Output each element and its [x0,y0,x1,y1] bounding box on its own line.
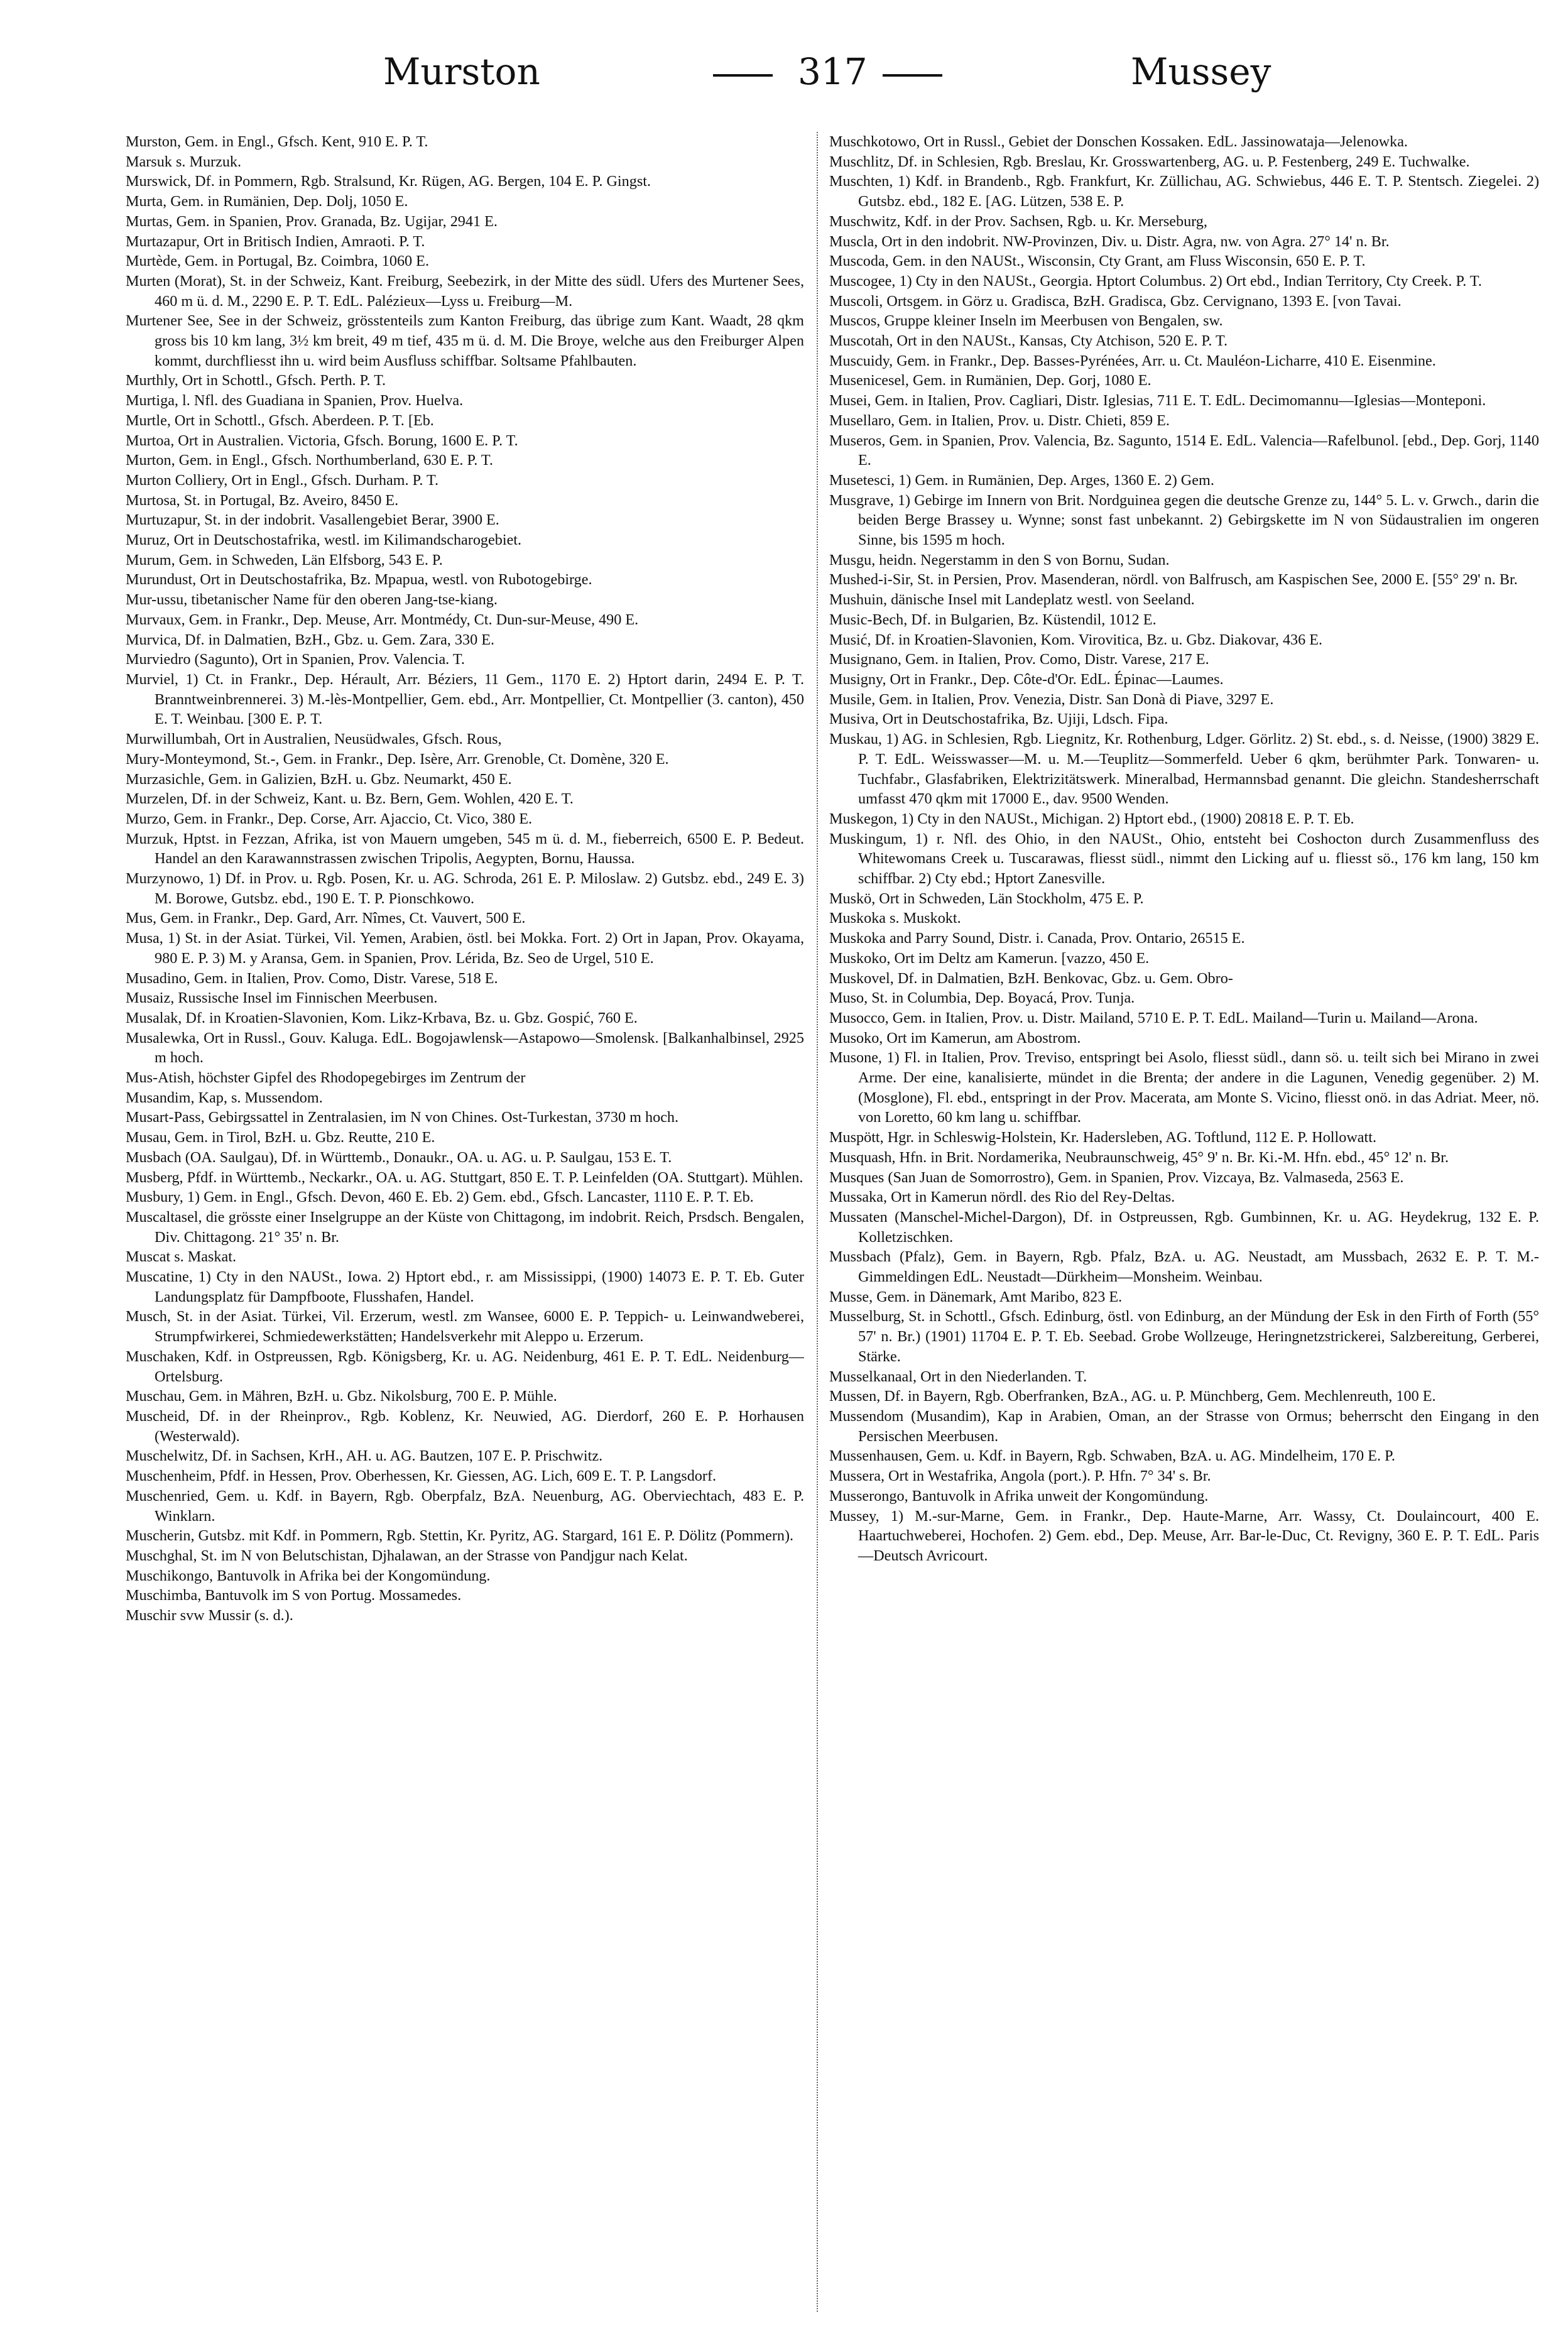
dictionary-entry: Musellaro, Gem. in Italien, Prov. u. Distr. Chieti, 859 E. [829,411,1170,429]
dictionary-entry: Murton Colliery, Ort in Engl., Gfsch. Durham. P. T. [126,471,439,489]
dictionary-entry: Muskoka s. Muskokt. [829,910,961,927]
dictionary-entry: Muscheid, Df. in der Rheinprov., Rgb. Koblenz, Kr. Neuwied, AG. Dierdorf, 260 E. P. Horhausen (Westerwald). [126,1408,804,1445]
dictionary-entry: Murtiga, l. Nfl. des Guadiana in Spanien, Prov. Huelva. [126,392,464,410]
dictionary-entry: Mussera, Ort in Westafrika, Angola (port.). P. Hfn. 7° 34' s. Br. [829,1467,1211,1485]
dictionary-entry: Mushuin, dänische Insel mit Landeplatz westl. von Seeland. [829,591,1195,609]
dictionary-entry: Murtazapur, Ort in Britisch Indien, Amraoti. P. T. [126,232,425,250]
dictionary-entry: Murtède, Gem. in Portugal, Bz. Coimbra, 1060 E. [126,253,430,270]
header-rule-left [713,74,773,77]
dictionary-entry: Musoko, Ort im Kamerun, am Abostrom. [829,1029,1081,1047]
dictionary-entry: Muscos, Gruppe kleiner Inseln im Meerbusen von Bengalen, sw. [829,312,1223,330]
dictionary-entry: Murtle, Ort in Schottl., Gfsch. Aberdeen. P. T. [Eb. [126,411,434,429]
dictionary-entry: Musignano, Gem. in Italien, Prov. Como, Distr. Varese, 217 E. [829,651,1209,668]
dictionary-entry: Murzo, Gem. in Frankr., Dep. Corse, Arr. Ajaccio, Ct. Vico, 380 E. [126,810,533,827]
dictionary-entry: Musques (San Juan de Somorrostro), Gem. in Spanien, Prov. Vizcaya, Bz. Valmaseda, 2563 E. [829,1168,1404,1186]
dictionary-entry: Music-Bech, Df. in Bulgarien, Bz. Küstendil, 1012 E. [829,611,1157,628]
dictionary-entry: Muskoka and Parry Sound, Distr. i. Canada, Prov. Ontario, 26515 E. [829,930,1245,947]
dictionary-entry: Muschelwitz, Df. in Sachsen, KrH., AH. u. AG. Bautzen, 107 E. P. Prischwitz. [126,1447,603,1465]
dictionary-entry: Musalewka, Ort in Russl., Gouv. Kaluga. EdL. Bogojawlensk—Astapowo—Smolensk. [Balkanhalbinsel, 2925 m hoch. [126,1029,804,1067]
dictionary-entry: Muruz, Ort in Deutschostafrika, westl. im Kilimandscharogebiet. [126,531,522,549]
dictionary-entry: Musserongo, Bantuvolk in Afrika unweit der Kongomündung. [829,1487,1209,1505]
dictionary-entry: Muschlitz, Df. in Schlesien, Rgb. Breslau, Kr. Grosswartenberg, AG. u. P. Festenberg, 249 E. Tuchwalke. [829,153,1470,170]
dictionary-entry: Murzynowo, 1) Df. in Prov. u. Rgb. Posen, Kr. u. AG. Schroda, 261 E. P. Miloslaw. 2) Gutsbz. ebd., 249 E. 3) M. Borowe, Gutsbz. ebd., 190 E. T. P. Pionschkowo. [126,870,804,907]
dictionary-entry: Mussen, Df. in Bayern, Rgb. Oberfranken, BzA., AG. u. P. Münchberg, Gem. Mechlenreuth, 100 E. [829,1388,1436,1405]
dictionary-entry: Musadino, Gem. in Italien, Prov. Como, Distr. Varese, 518 E. [126,969,498,987]
dictionary-entry: Mury-Monteymond, St.-, Gem. in Frankr., Dep. Isère, Arr. Grenoble, Ct. Domène, 320 E. [126,750,669,768]
dictionary-entry: Musart-Pass, Gebirgssattel in Zentralasien, im N von Chines. Ost-Turkestan, 3730 m hoch. [126,1109,679,1126]
header-rule-right [883,74,942,77]
dictionary-entry: Mur-ussu, tibetanischer Name für den oberen Jang-tse-kiang. [126,591,498,609]
dictionary-entry: Marsuk s. Murzuk. [126,153,242,170]
dictionary-entry: Mussaten (Manschel-Michel-Dargon), Df. in Ostpreussen, Rgb. Gumbinnen, Kr. u. AG. Heydekrug, 132 E. P. Kolletzischken. [829,1208,1539,1246]
dictionary-entry: Murten (Morat), St. in der Schweiz, Kant. Freiburg, Seebezirk, in der Mitte des südl. Ufers des Murtener Sees, 460 m ü. d. M., 2290 E. P. T. EdL. Palézieux—Lyss u. Freiburg—M. [126,272,804,310]
dictionary-entry: Murtoa, Ort in Australien. Victoria, Gfsch. Borung, 1600 E. P. T. [126,432,518,449]
dictionary-entry: Mussaka, Ort in Kamerun nördl. des Rio del Rey-Deltas. [829,1189,1175,1206]
dictionary-entry: Musalak, Df. in Kroatien-Slavonien, Kom. Likz-Krbava, Bz. u. Gbz. Gospić, 760 E. [126,1009,638,1026]
page-header [0,38,1568,107]
dictionary-entry: Murum, Gem. in Schweden, Län Elfsborg, 543 E. P. [126,551,443,569]
dictionary-entry: Musocco, Gem. in Italien, Prov. u. Distr. Mailand, 5710 E. P. T. EdL. Mailand—Turin u. Mailand—Arona. [829,1009,1478,1026]
dictionary-entry: Muskingum, 1) r. Nfl. des Ohio, in den NAUSt., Ohio, entsteht bei Coshocton durch Zusammenfluss des Whitewomans Creek u. Tuscarawas, fliesst südl., nimmt den Licking auf u. fliesst sö., 176 km lang, 150 km schiffbar. 2) Cty ebd.; Hptort Zanesville. [829,830,1539,888]
dictionary-entry: Muschkotowo, Ort in Russl., Gebiet der Donschen Kossaken. EdL. Jassinowataja—Jelenowka. [829,133,1408,150]
dictionary-entry: Murzelen, Df. in der Schweiz, Kant. u. Bz. Bern, Gem. Wohlen, 420 E. T. [126,790,574,808]
dictionary-entry: Muskegon, 1) Cty in den NAUSt., Michigan. 2) Hptort ebd., (1900) 20818 E. P. T. Eb. [829,810,1354,827]
left-column [126,132,804,2310]
dictionary-entry: Muscogee, 1) Cty in den NAUSt., Georgia. Hptort Columbus. 2) Ort ebd., Indian Territory, Cty Creek. P. T. [829,272,1482,290]
dictionary-entry: Musquash, Hfn. in Brit. Nordamerika, Neubraunschweig, 45° 9' n. Br. Ki.-M. Hfn. ebd., 45° 12' n. Br. [829,1148,1449,1166]
dictionary-entry: Murvaux, Gem. in Frankr., Dep. Meuse, Arr. Montmédy, Ct. Dun-sur-Meuse, 490 E. [126,611,639,628]
dictionary-entry: Musetesci, 1) Gem. in Rumänien, Dep. Arges, 1360 E. 2) Gem. [829,471,1214,489]
dictionary-entry: Muschenried, Gem. u. Kdf. in Bayern, Rgb. Oberpfalz, BzA. Neuenburg, AG. Oberviechtach, 483 E. P. Winklarn. [126,1487,804,1525]
dictionary-entry: Mussbach (Pfalz), Gem. in Bayern, Rgb. Pfalz, BzA. u. AG. Neustadt, am Mussbach, 2632 E. P. T. M.-Gimmeldingen EdL. Neustadt—Dürkheim—Monsheim. Weinbau. [829,1248,1539,1286]
dictionary-entry: Murthly, Ort in Schottl., Gfsch. Perth. P. T. [126,372,386,389]
dictionary-entry: Murtener See, See in der Schweiz, grösstenteils zum Kanton Freiburg, das übrige zum Kant. Waadt, 28 qkm gross bis 10 km lang, 3½ km breit, 49 m tief, 435 m ü. d. M. Die Broye, welche aus den Freiburger Alpen kommt, durchfliesst ihn u. wird beim Ausfluss schiffbar. Soltsame Pfahlbauten. [126,312,804,369]
dictionary-entry: Muscat s. Maskat. [126,1248,237,1266]
dictionary-entry: Muscaltasel, die grösste einer Inselgruppe an der Küste von Chittagong, im indobrit. Reich, Prsdsch. Bengalen, Div. Chittagong. 21° 35' n. Br. [126,1208,804,1246]
dictionary-entry: Mus-Atish, höchster Gipfel des Rhodopegebirges im Zentrum der [126,1069,526,1087]
dictionary-entry: Murta, Gem. in Rumänien, Dep. Dolj, 1050 E. [126,193,408,210]
dictionary-entry: Murtosa, St. in Portugal, Bz. Aveiro, 8450 E. [126,491,399,509]
dictionary-entry: Mus, Gem. in Frankr., Dep. Gard, Arr. Nîmes, Ct. Vauvert, 500 E. [126,910,526,927]
dictionary-entry: Musone, 1) Fl. in Italien, Prov. Treviso, entspringt bei Asolo, fliesst südl., dann sö. u. teilt sich bei Mirano in zwei Arme. Der eine, kanalisierte, mündet in die Brenta; der andere in die Lagunen, Venedig gegenüber. 2) M. (Mosglone), Fl. ebd., entspringt in der Prov. Macerata, am Monte S. Vicino, fliesst onö. in das Adriat. Meer, nö. von Loretto, 60 km lang u. schiffbar. [829,1049,1539,1126]
right-column [829,132,1539,2310]
dictionary-entry: Musgu, heidn. Negerstamm in den S von Bornu, Sudan. [829,551,1170,569]
dictionary-entry: Murvica, Df. in Dalmatien, BzH., Gbz. u. Gem. Zara, 330 E. [126,631,495,648]
dictionary-entry: Muspött, Hgr. in Schleswig-Holstein, Kr. Hadersleben, AG. Toftlund, 112 E. P. Hollowatt. [829,1129,1377,1146]
dictionary-entry: Mussenhausen, Gem. u. Kdf. in Bayern, Rgb. Schwaben, BzA. u. AG. Mindelheim, 170 E. P. [829,1447,1395,1465]
dictionary-entry: Muschau, Gem. in Mähren, BzH. u. Gbz. Nikolsburg, 700 E. P. Mühle. [126,1388,557,1405]
dictionary-entry: Mussendom (Musandim), Kap in Arabien, Oman, an der Strasse von Ormus; beherrscht den Eingang in den Persischen Meerbusen. [829,1408,1539,1445]
dictionary-entry: Murviel, 1) Ct. in Frankr., Dep. Hérault, Arr. Béziers, 11 Gem., 1170 E. 2) Hptort darin, 2494 E. P. T. Branntweinbrennerei. 3) M.-lès-Montpellier, Gem. ebd., Arr. Montpellier, Ct. Montpellier (3. canton), 450 E. T. Weinbau. [300 E. P. T. [126,670,804,728]
dictionary-entry: Musigny, Ort in Frankr., Dep. Côte-d'Or. EdL. Épinac—Laumes. [829,670,1224,688]
dictionary-entry: Muschenheim, Pfdf. in Hessen, Prov. Oberhessen, Kr. Giessen, AG. Lich, 609 E. T. P. Langsdorf. [126,1467,717,1485]
dictionary-entry: Musse, Gem. in Dänemark, Amt Maribo, 823 E. [829,1288,1123,1305]
dictionary-entry: Muskau, 1) AG. in Schlesien, Rgb. Liegnitz, Kr. Rothenburg, Ldger. Görlitz. 2) St. ebd., s. d. Neisse, (1900) 3829 E. P. T. EdL. Weisswasser—M. u. M.—Teuplitz—Sommerfeld. Ueber 6 qkm, berühmter Park. Tonwaren- u. Tuchfabr., Glasfabriken, Elektrizitätswerk. Mineralbad, Hermannsbad genannt. Die gleichn. Standesherrschaft umfasst 470 qkm mit 17000 E., dav. 9500 Wenden. [829,731,1539,808]
dictionary-entry: Muscoli, Ortsgem. in Görz u. Gradisca, BzH. Gradisca, Gbz. Cervignano, 1393 E. [von Tavai. [829,292,1402,310]
header-left-word: Murston [383,50,540,93]
dictionary-entry: Murtuzapur, St. in der indobrit. Vasallengebiet Berar, 3900 E. [126,511,499,529]
dictionary-entry: Murundust, Ort in Deutschostafrika, Bz. Mpapua, westl. von Rubotogebirge. [126,571,592,589]
dictionary-entry: Musch, St. in der Asiat. Türkei, Vil. Erzerum, westl. zm Wansee, 6000 E. P. Teppich- u. Leinwandweberei, Strumpfwirkerei, Schmiedewerkstätten; Handelsverkehr mit Aleppo u. Erzerum. [126,1308,804,1346]
dictionary-entry: Musbach (OA. Saulgau), Df. in Württemb., Donaukr., OA. u. AG. u. P. Saulgau, 153 E. T. [126,1148,672,1166]
dictionary-entry: Musile, Gem. in Italien, Prov. Venezia, Distr. San Donà di Piave, 3297 E. [829,690,1274,708]
dictionary-entry: Musaiz, Russische Insel im Finnischen Meerbusen. [126,989,438,1007]
dictionary-entry: Musandim, Kap, s. Mussendom. [126,1089,323,1106]
dictionary-entry: Muschimba, Bantuvolk im S von Portug. Mossamedes. [126,1587,462,1604]
dictionary-entry: Musberg, Pfdf. in Württemb., Neckarkr., OA. u. AG. Stuttgart, 850 E. T. P. Leinfelden (OA. Stuttgart). Mühlen. [126,1168,803,1186]
dictionary-entry: Murston, Gem. in Engl., Gfsch. Kent, 910 E. P. T. [126,133,428,150]
dictionary-entry: Muskö, Ort in Schweden, Län Stockholm, 475 E. P. [829,890,1144,907]
dictionary-entry: Murton, Gem. in Engl., Gfsch. Northumberland, 630 E. P. T. [126,452,493,469]
dictionary-entry: Musselkanaal, Ort in den Niederlanden. T. [829,1368,1087,1385]
dictionary-entry: Musau, Gem. in Tirol, BzH. u. Gbz. Reutte, 210 E. [126,1129,435,1146]
dictionary-entry: Muschghal, St. im N von Belutschistan, Djhalawan, an der Strasse von Pandjgur nach Kelat. [126,1547,688,1564]
dictionary-entry: Muschikongo, Bantuvolk in Afrika bei der Kongomündung. [126,1567,491,1584]
dictionary-entry: Muskoko, Ort im Deltz am Kamerun. [vazzo, 450 E. [829,949,1150,967]
dictionary-entry: Muschir svw Mussir (s. d.). [126,1607,293,1625]
dictionary-entry: Muschwitz, Kdf. in der Prov. Sachsen, Rgb. u. Kr. Merseburg, [829,212,1207,230]
header-right-word: Mussey [1131,50,1271,93]
dictionary-entry: Muscherin, Gutsbz. mit Kdf. in Pommern, Rgb. Stettin, Kr. Pyritz, AG. Stargard, 161 E. P. Dölitz (Pommern). [126,1527,794,1545]
page-number: 317 [798,50,868,93]
dictionary-entry: Mushed-i-Sir, St. in Persien, Prov. Masenderan, nördl. von Balfrusch, am Kaspischen See, 2000 E. [55° 29' n. Br. [829,571,1518,589]
dictionary-entry: Murzasichle, Gem. in Galizien, BzH. u. Gbz. Neumarkt, 450 E. [126,770,512,788]
dictionary-entry: Muscotah, Ort in den NAUSt., Kansas, Cty Atchison, 520 E. P. T. [829,332,1228,350]
dictionary-entry: Musgrave, 1) Gebirge im Innern von Brit. Nordguinea gegen die deutsche Grenze zu, 144° 5. L. v. Grwch., darin die beiden Berge Brassey u. Wynne; sonst fast unbekannt. 2) Gebirgskette im N von Südaustralien im ongeren Sinne, bis 1595 m hoch. [829,491,1539,549]
dictionary-entry: Mussey, 1) M.-sur-Marne, Gem. in Frankr., Dep. Haute-Marne, Arr. Wassy, Ct. Doulaincourt, 400 E. Haartuchweberei, Hochofen. 2) Gem. ebd., Dep. Meuse, Arr. Bar-le-Duc, Ct. Revigny, 360 E. P. T. EdL. Paris—Deutsch Avricourt. [829,1507,1539,1564]
dictionary-entry: Muscatine, 1) Cty in den NAUSt., Iowa. 2) Hptort ebd., r. am Mississippi, (1900) 14073 E. P. T. Eb. Guter Landungsplatz für Dampfboote, Flusshafen, Handel. [126,1268,804,1305]
dictionary-entry: Muscoda, Gem. in den NAUSt., Wisconsin, Cty Grant, am Fluss Wisconsin, 650 E. P. T. [829,253,1366,270]
dictionary-entry: Muscuidy, Gem. in Frankr., Dep. Basses-Pyrénées, Arr. u. Ct. Mauléon-Licharre, 410 E. Eisenmine. [829,352,1436,369]
dictionary-entry: Murwillumbah, Ort in Australien, Neusüdwales, Gfsch. Rous, [126,731,502,748]
dictionary-entry: Museros, Gem. in Spanien, Prov. Valencia, Bz. Sagunto, 1514 E. EdL. Valencia—Rafelbunol. [ebd., Dep. Gorj, 1140 E. [829,432,1539,469]
dictionary-entry: Muschten, 1) Kdf. in Brandenb., Rgb. Frankfurt, Kr. Züllichau, AG. Schwiebus, 446 E. T. P. Stentsch. Ziegelei. 2) Gutsbz. ebd., 182 E. [AG. Lützen, 538 E. P. [829,173,1539,210]
dictionary-entry: Murtas, Gem. in Spanien, Prov. Granada, Bz. Ugijar, 2941 E. [126,212,498,230]
dictionary-entry: Murviedro (Sagunto), Ort in Spanien, Prov. Valencia. T. [126,651,465,668]
dictionary-entry: Muskovel, Df. in Dalmatien, BzH. Benkovac, Gbz. u. Gem. Obro- [829,969,1233,987]
dictionary-entry: Murswick, Df. in Pommern, Rgb. Stralsund, Kr. Rügen, AG. Bergen, 104 E. P. Gingst. [126,173,651,190]
dictionary-entry: Musselburg, St. in Schottl., Gfsch. Edinburg, östl. von Edinburg, an der Mündung der Esk in den Firth of Forth (55° 57' n. Br.) (1901) 11704 E. P. T. Eb. Seebad. Grobe Wollzeuge, Heringnetzstrickerei, Salzbereitung, Gerberei, Stärke. [829,1308,1539,1365]
dictionary-entry: Musiva, Ort in Deutschostafrika, Bz. Ujiji, Ldsch. Fipa. [829,710,1168,728]
dictionary-entry: Musa, 1) St. in der Asiat. Türkei, Vil. Yemen, Arabien, östl. bei Mokka. Fort. 2) Ort in Japan, Prov. Okayama, 980 E. P. 3) M. y Aransa, Gem. in Spanien, Prov. Lérida, Bz. Seo de Urgel, 510 E. [126,930,804,967]
dictionary-entry: Muso, St. in Columbia, Dep. Boyacá, Prov. Tunja. [829,989,1135,1007]
dictionary-entry: Muscla, Ort in den indobrit. NW-Provinzen, Div. u. Distr. Agra, nw. von Agra. 27° 14' n. Br. [829,232,1390,250]
dictionary-entry: Musbury, 1) Gem. in Engl., Gfsch. Devon, 460 E. Eb. 2) Gem. ebd., Gfsch. Lancaster, 1110 E. P. T. Eb. [126,1189,754,1206]
dictionary-entry: Murzuk, Hptst. in Fezzan, Afrika, ist von Mauern umgeben, 545 m ü. d. M., fieberreich, 6500 E. P. Bedeut. Handel an den Karawannstrassen zwischen Tripolis, Aegypten, Bornu, Haussa. [126,830,804,868]
column-divider [817,132,819,2312]
dictionary-entry: Muschaken, Kdf. in Ostpreussen, Rgb. Königsberg, Kr. u. AG. Neidenburg, 461 E. P. T. EdL. Neidenburg—Ortelsburg. [126,1347,804,1385]
dictionary-entry: Musei, Gem. in Italien, Prov. Cagliari, Distr. Iglesias, 711 E. T. EdL. Decimomannu—Iglesias—Monteponi. [829,392,1486,410]
dictionary-entry: Musenicesel, Gem. in Rumänien, Dep. Gorj, 1080 E. [829,372,1152,389]
dictionary-entry: Musić, Df. in Kroatien-Slavonien, Kom. Virovitica, Bz. u. Gbz. Diakovar, 436 E. [829,631,1323,648]
